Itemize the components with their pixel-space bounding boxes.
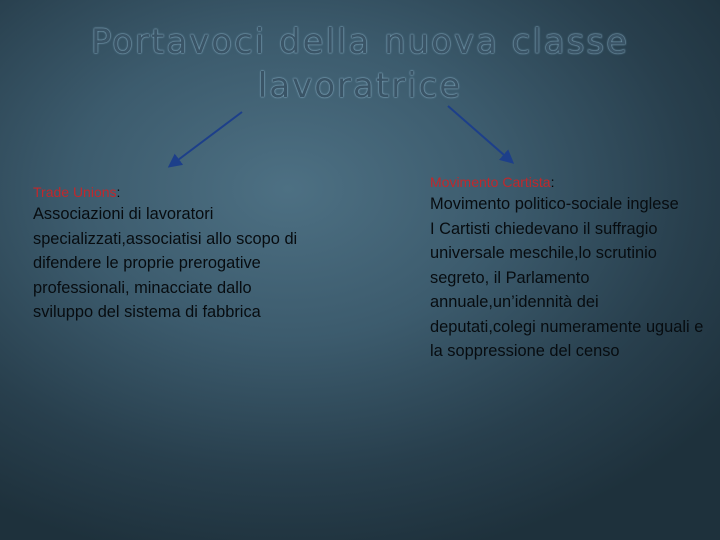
movimento-cartista-heading-colon: : bbox=[550, 174, 555, 190]
trade-unions-heading-colon: : bbox=[116, 184, 121, 200]
trade-unions-panel bbox=[33, 182, 303, 325]
movimento-cartista-paragraph-1: Movimento politico-sociale inglese bbox=[430, 195, 679, 213]
movimento-cartista-paragraph-2: I Cartisti chiedevano il suffragio universale meschile,lo scrutinio segreto, il Parlamento annuale,un’idennità dei deputati,colegi numeramente uguali e la soppressione del censo bbox=[430, 219, 704, 360]
arrow-left bbox=[170, 112, 242, 166]
slide-title-line2: lavoratrice bbox=[257, 66, 463, 106]
slide-title-line1: Portavoci della nuova classe bbox=[90, 22, 630, 62]
movimento-cartista-panel bbox=[430, 172, 705, 364]
movimento-cartista-heading bbox=[430, 172, 705, 192]
trade-unions-heading-label: Trade Unions bbox=[33, 184, 117, 200]
movimento-cartista-heading-label: Movimento Cartista bbox=[430, 174, 551, 190]
trade-unions-text: Associazioni di lavoratori specializzati,associatisi allo scopo di difendere le proprie prerogative professionali, minacciate dallo sviluppo del sistema di fabbrica bbox=[33, 205, 298, 321]
arrow-right bbox=[448, 106, 512, 162]
movimento-cartista-text bbox=[430, 192, 705, 364]
trade-unions-heading bbox=[33, 182, 303, 202]
